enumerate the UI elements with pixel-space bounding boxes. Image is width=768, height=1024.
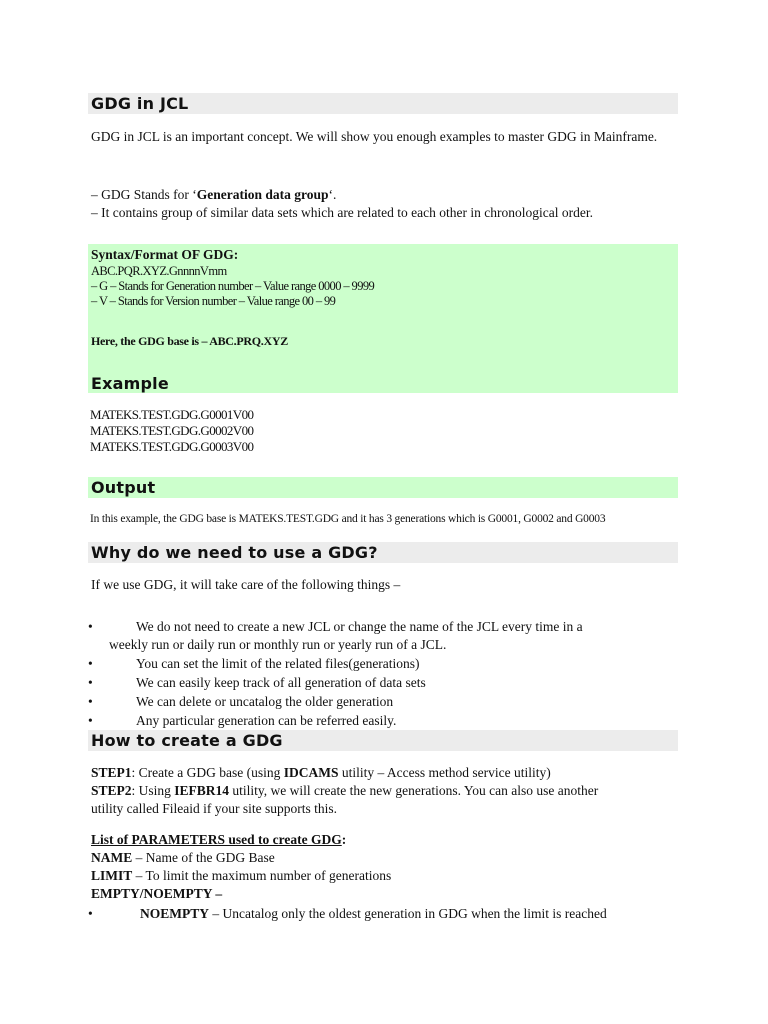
params-title-text: List of PARAMETERS used to create GDG	[91, 832, 342, 847]
example-line-3: MATEKS.TEST.GDG.G0003V00	[90, 439, 254, 454]
bullet-icon: •	[88, 619, 93, 634]
param-limit-label: LIMIT	[91, 868, 133, 883]
syntax-base-text: Here, the GDG base is – ABC.PRQ.XYZ	[91, 334, 288, 348]
heading-how: How to create a GDG	[91, 731, 283, 750]
step1-pre: : Create a GDG base (using	[131, 765, 284, 780]
list-item	[88, 905, 688, 923]
param-limit-text: – To limit the maximum number of generations	[132, 868, 392, 883]
stands-prefix: – GDG Stands for ‘	[91, 187, 197, 202]
list-item-text: We can delete or uncatalog the older generation	[136, 694, 394, 709]
param-name-text: – Name of the GDG Base	[132, 850, 275, 865]
contains-line: – It contains group of similar data sets which are related to each other in chronological order.	[91, 205, 593, 220]
param-noempty-label: NOEMPTY	[140, 906, 209, 921]
param-name-label: NAME	[91, 850, 133, 865]
list-item-text: We do not need to create a new JCL or change the name of the JCL every time in a	[136, 619, 583, 634]
list-item-text: You can set the limit of the related files(generations)	[136, 656, 420, 671]
syntax-title	[91, 246, 238, 264]
heading-example: Example	[91, 374, 169, 393]
heading-why: Why do we need to use a GDG?	[91, 543, 378, 562]
stands-for-line	[91, 186, 681, 204]
heading-gdg-in-jcl: GDG in JCL	[91, 94, 189, 113]
step2-continuation: utility called Fileaid if your site supports this.	[91, 801, 337, 816]
param-noempty-text: – Uncatalog only the oldest generation in GDG when the limit is reached	[209, 906, 607, 921]
bullet-icon: •	[88, 713, 93, 728]
step1-label: STEP1	[91, 765, 132, 780]
syntax-format: ABC.PQR.XYZ.GnnnnVmm	[91, 264, 227, 278]
param-empty	[91, 885, 222, 903]
list-item	[88, 712, 688, 730]
example-line-2: MATEKS.TEST.GDG.G0002V00	[90, 423, 254, 438]
step2-pre: : Using	[131, 783, 175, 798]
list-item	[88, 693, 688, 711]
bullet-icon: •	[88, 675, 93, 690]
intro-paragraph: GDG in JCL is an important concept. We will show you enough examples to master GDG in Mainframe.	[91, 129, 658, 144]
params-title	[91, 831, 346, 849]
list-item	[88, 674, 688, 692]
step1-bold: IDCAMS	[283, 765, 339, 780]
step2-label: STEP2	[91, 783, 132, 798]
step2-post: utility, we will create the new generations. You can also use another	[229, 783, 599, 798]
param-limit	[91, 867, 391, 885]
bullet-icon: •	[88, 906, 93, 921]
list-item-continuation: weekly run or daily run or monthly run or yearly run of a JCL.	[109, 637, 447, 652]
syntax-title-text: Syntax/Format OF GDG:	[91, 247, 239, 262]
list-item	[88, 618, 688, 654]
stands-bold: Generation data group	[196, 187, 329, 202]
heading-output: Output	[91, 478, 156, 497]
syntax-v-line: – V – Stands for Version number – Value range 00 – 99	[91, 294, 336, 308]
list-item	[88, 655, 688, 673]
param-empty-text: EMPTY/NOEMPTY –	[91, 886, 223, 901]
why-intro: If we use GDG, it will take care of the following things –	[91, 577, 401, 592]
syntax-base-line	[91, 334, 288, 349]
output-text: In this example, the GDG base is MATEKS.TEST.GDG and it has 3 generations which is G0001, G0002 and G0003	[90, 513, 606, 525]
example-line-1: MATEKS.TEST.GDG.G0001V00	[90, 407, 254, 422]
step1-post: utility – Access method service utility)	[338, 765, 551, 780]
list-item-text: We can easily keep track of all generation of data sets	[136, 675, 426, 690]
syntax-g-line: – G – Stands for Generation number – Value range 0000 – 9999	[91, 279, 375, 293]
step2-bold: IEFBR14	[174, 783, 230, 798]
list-item-text: Any particular generation can be referred easily.	[136, 713, 397, 728]
params-colon: :	[341, 832, 347, 847]
bullet-icon: •	[88, 694, 93, 709]
bullet-icon: •	[88, 656, 93, 671]
param-name	[91, 849, 275, 867]
step2-line	[91, 782, 691, 800]
stands-suffix: ‘.	[328, 187, 337, 202]
heading-band-output	[88, 477, 678, 498]
step1-line	[91, 764, 691, 782]
list-item-text	[140, 905, 607, 923]
